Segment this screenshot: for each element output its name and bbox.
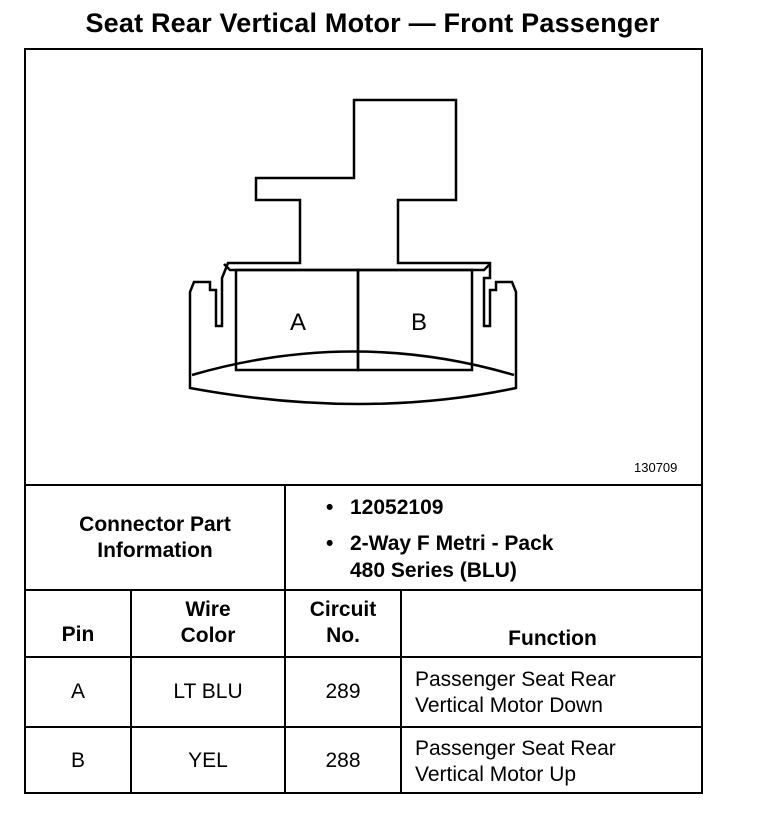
table-row-a-function-line2: Vertical Motor Down	[415, 694, 603, 717]
table-row-a-wire-color: LT BLU	[173, 680, 243, 703]
header-wire-color-line1: Wire	[185, 598, 231, 621]
header-function-label: Function	[508, 627, 597, 650]
header-wire-color-line2: Color	[180, 624, 236, 647]
page-title: Seat Rear Vertical Motor — Front Passenger	[85, 8, 660, 38]
table-row-b-function-line2: Vertical Motor Up	[415, 763, 577, 786]
table-row-b-function-line1: Passenger Seat Rear	[415, 737, 616, 760]
table-row-b-circuit: 288	[325, 749, 361, 772]
connector-description-line1: 2-Way F Metri - Pack	[350, 532, 554, 555]
header-circuit-line1: Circuit	[309, 598, 377, 621]
header-pin-label: Pin	[61, 623, 95, 646]
connector-info-label-line1: Connector Part	[79, 512, 231, 536]
connector-info-divider	[284, 484, 286, 591]
connector-housing-outline	[190, 100, 516, 404]
connector-diagram	[24, 48, 703, 484]
table-row-b-wire-color: YEL	[188, 749, 228, 772]
part-number: 12052109	[350, 496, 444, 519]
diagram-code: 130709	[634, 460, 678, 475]
header-function	[402, 591, 703, 652]
connector-info-label-line2: Information	[97, 538, 213, 562]
bullet-icon: •	[326, 496, 334, 519]
table-row-a-pin: A	[70, 680, 85, 703]
bullet-icon: •	[326, 532, 334, 555]
header-wire-color	[132, 594, 284, 652]
table-row-b-pin: B	[70, 749, 85, 772]
table-row-a-function-line1: Passenger Seat Rear	[415, 668, 616, 691]
table-row-b-function	[415, 736, 616, 788]
connector-description-line2: 480 Series (BLU)	[350, 559, 517, 582]
table-row-a-circuit: 289	[325, 680, 361, 703]
pin-label-a: A	[289, 309, 307, 336]
connector-base-curve	[192, 352, 514, 376]
table-row-a-function	[415, 667, 616, 719]
header-circuit	[286, 594, 400, 652]
pin-label-b: B	[410, 309, 428, 336]
header-circuit-line2: No.	[326, 624, 360, 647]
connector-info-details	[326, 494, 553, 584]
connector-info-label	[26, 486, 284, 589]
header-pin	[26, 591, 130, 648]
